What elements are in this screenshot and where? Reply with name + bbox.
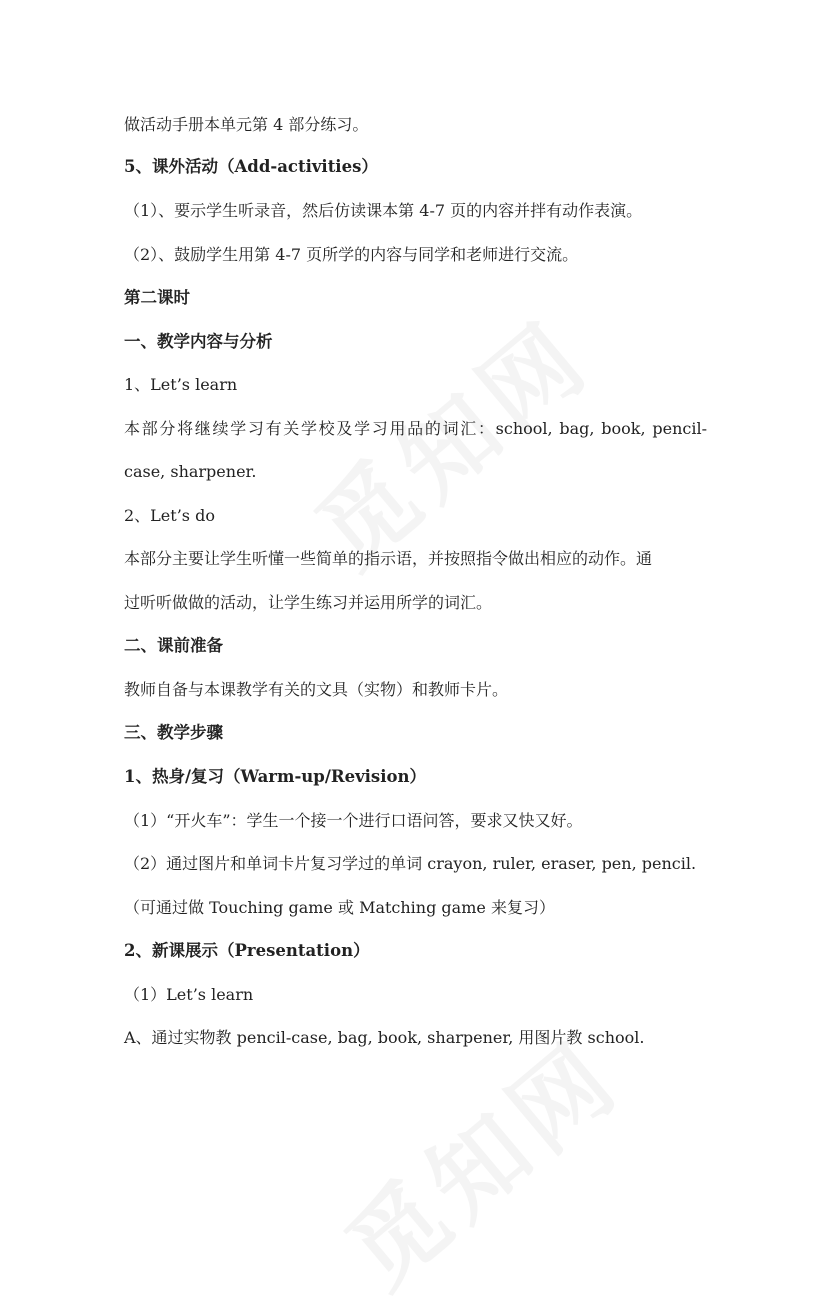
paragraph-line: （2）通过图片和单词卡片复习学过的单词 crayon, ruler, eraser, pen, pencil. — [124, 854, 697, 873]
subsection-heading: （1）Let’s learn — [124, 985, 254, 1004]
section-heading: 二、课前准备 — [124, 636, 223, 655]
paragraph-line: 本部分将继续学习有关学校及学习用品的词汇：school, bag, book, pencil- — [124, 419, 707, 438]
section-heading: 一、教学内容与分析 — [124, 332, 273, 351]
section-heading: 三、教学步骤 — [124, 723, 223, 742]
section-heading: 2、新课展示（Presentation） — [124, 941, 370, 960]
watermark-bottom — [313, 1004, 645, 1313]
paragraph-line: （可通过做 Touching game 或 Matching game 来复习） — [124, 898, 555, 917]
paragraph-line: case, sharpener. — [124, 462, 257, 481]
paragraph-line: 本部分主要让学生听懂一些简单的指示语，并按照指令做出相应的动作。通 — [124, 549, 653, 568]
paragraph-line: （1）、要示学生听录音，然后仿读课本第 4-7 页的内容并拌有动作表演。 — [124, 201, 643, 220]
section-heading: 1、热身/复习（Warm-up/Revision） — [124, 767, 426, 786]
paragraph-line: 教师自备与本课教学有关的文具（实物）和教师卡片。 — [124, 680, 509, 699]
subsection-heading: 2、Let’s do — [124, 506, 215, 525]
lesson-title: 第二课时 — [124, 288, 190, 307]
paragraph-line: 做活动手册本单元第 4 部分练习。 — [124, 115, 369, 134]
paragraph-line: （1）“开火车”：学生一个接一个进行口语问答，要求又快又好。 — [124, 811, 583, 830]
paragraph-line: A、通过实物教 pencil-case, bag, book, sharpener, 用图片教 school. — [124, 1028, 645, 1047]
section-heading: 5、课外活动（Add-activities） — [124, 157, 378, 176]
paragraph-line: 过听听做做的活动，让学生练习并运用所学的词汇。 — [124, 593, 493, 612]
paragraph-line: （2）、鼓励学生用第 4-7 页所学的内容与同学和老师进行交流。 — [124, 245, 579, 264]
subsection-heading: 1、Let’s learn — [124, 375, 238, 394]
